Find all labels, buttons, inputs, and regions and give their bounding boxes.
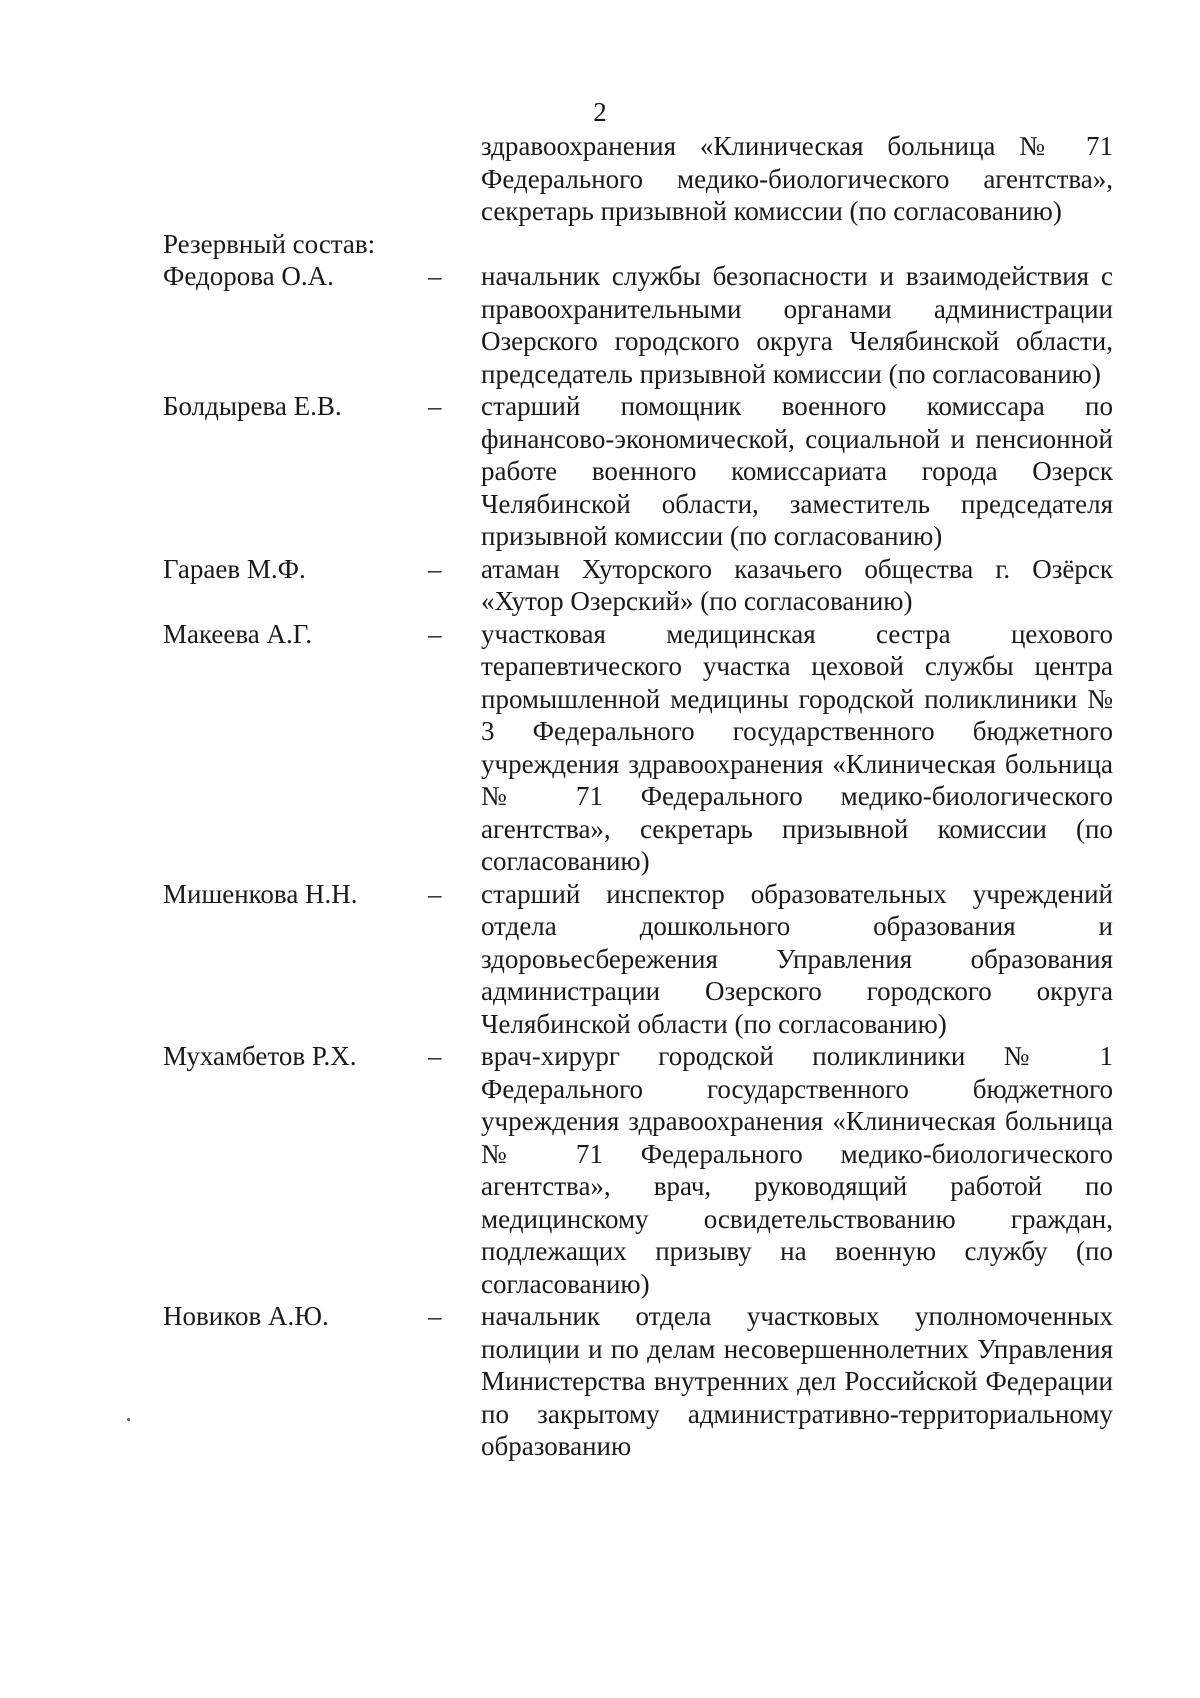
member-description: старший помощник военного комиссара по финансово-экономической, социальной и пенсионной работе военного комиссариата города Озерск Челябинской области, заместитель председателя призывной комиссии (по согласованию) [481,391,1113,551]
member-dash: – [428,618,442,649]
member-name: Макеева А.Г. [163,618,313,649]
member-description: старший инспектор образовательных учреждений отдела дошкольного образования и здоровьесбережения Управления образования администрации Озерского городского округа Челябинской области (по согласованию) [481,878,1113,1039]
member-description: начальник отдела участковых уполномоченных полиции и по делам несовершеннолетних Управления Министерства внутренних дел Российской Федерации по закрытому административно-территориальному образованию [481,1301,1113,1461]
member-description: атаман Хуторского казачьего общества г. Озёрск «Хутор Озерский» (по согласованию) [481,553,1113,616]
member-name: Новиков А.Ю. [163,1301,329,1331]
reserve-section-label: Резервный состав: [163,228,376,259]
page-number: 2 [593,97,607,127]
member-dash: – [428,878,442,909]
member-dash: – [428,391,442,421]
member-dash: – [428,261,442,291]
member-name: Мишенкова Н.Н. [163,878,358,909]
continued-entry [163,130,1113,228]
member-name: Гараев М.Ф. [163,553,306,584]
member-name: Мухамбетов Р.Х. [163,1041,357,1071]
member-row [163,878,1113,1041]
member-dash: – [428,1041,442,1071]
member-description: начальник службы безопасности и взаимодействия с правоохранительными органами администрации Озерского городского округа Челябинской области, председатель призывной комиссии (по согласованию) [481,261,1113,389]
member-dash: – [428,1301,442,1331]
member-row [163,260,1113,390]
member-name: Болдырева Е.В. [163,391,342,421]
scan-speck [127,1418,130,1421]
member-row [163,1040,1113,1300]
member-row [163,1300,1113,1463]
member-row [163,618,1113,878]
member-name: Федорова О.А. [163,261,334,291]
member-dash: – [428,553,442,584]
member-description: участковая медицинская сестра цехового терапевтического участка цеховой службы центра промышленной медицины городской поликлиники № 3 Федерального государственного бюджетного учреждения здравоохранения «Клиническая больница № 71 Федерального медико-биологического агентства», секретарь призывной комиссии (по согласованию) [481,618,1113,876]
continued-entry-description: здравоохранения «Клиническая больница № 71 Федерального медико-биологического агентства», секретарь призывной комиссии (по согласованию) [481,131,1113,226]
member-description: врач-хирург городской поликлиники № 1 Федерального государственного бюджетного учреждения здравоохранения «Клиническая больница № 71 Федерального медико-биологического агентства», врач, руководящий работой по медицинскому освидетельствованию граждан, подлежащих призыву на военную службу (по согласованию) [481,1041,1113,1299]
member-row [163,553,1113,618]
document-content [163,130,1113,1463]
member-row [163,390,1113,553]
